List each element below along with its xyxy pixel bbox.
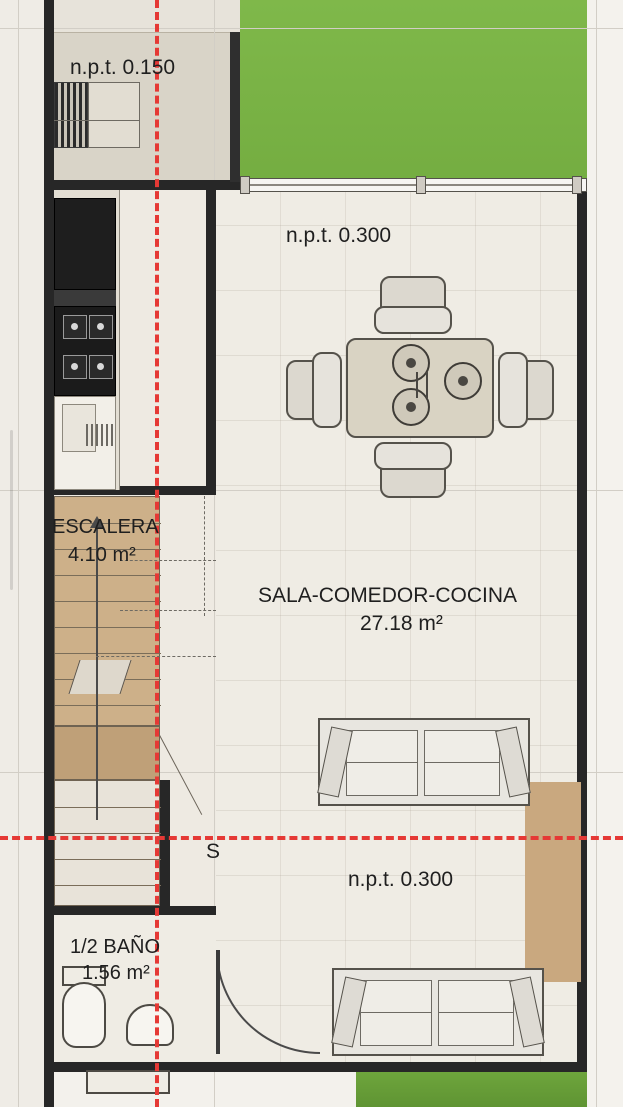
guide-line-h [0,28,623,29]
area-rug [525,782,581,982]
guide-line-v [596,0,597,1107]
dining-plate [444,362,482,400]
level-label-main-lower: n.p.t. 0.300 [348,868,454,891]
sheet-left-margin [0,0,45,1107]
stair-landing [54,726,160,780]
entry-closet [54,82,88,148]
sheet-right-margin [587,0,623,1107]
wall-stair-side [160,780,170,910]
wall-exterior-left [44,0,54,1107]
level-label-entry: n.p.t. 0.150 [70,56,176,79]
stair-dashed-line [120,610,216,611]
room-area-medio-bano: 1.56 m² [82,962,150,984]
stove-burner [63,355,87,379]
level-label-main-upper: n.p.t. 0.300 [286,224,392,247]
sliding-door-mullion [240,176,250,194]
stair-break-line [68,660,131,694]
washbasin [126,1004,174,1046]
dining-chair [374,442,452,470]
dining-chair [312,352,342,428]
sliding-door-track [246,184,581,186]
refrigerator [54,198,116,290]
wall-entry-partition [230,32,240,182]
stair-run-lower [54,780,160,906]
dish-rack [86,424,116,446]
stove-burner [89,315,113,339]
entry-counter-line [54,120,140,121]
guide-line-v [18,0,19,1107]
wall-kitchen-partition [206,190,216,490]
dining-chair [380,466,446,498]
room-label-escalera: ESCALERA [52,516,159,538]
stove-burner [89,355,113,379]
entry-counter [88,82,140,148]
scroll-indicator[interactable] [10,430,13,590]
room-label-sala-comedor-cocina: SALA-COMEDOR-COCINA [258,584,518,607]
wall-bathroom-top [54,906,216,915]
stove-burner [63,315,87,339]
dining-chair [380,276,446,310]
room-label-medio-bano: 1/2 BAÑO [70,936,161,958]
dining-chair [374,306,452,334]
stair-dashed-line [204,496,205,616]
room-area-escalera: 4.10 m² [68,544,136,566]
toilet [62,982,106,1048]
sliding-door-mullion [416,176,426,194]
room-area-sala-comedor-cocina: 27.18 m² [360,612,443,635]
garden-area-rear [356,1072,587,1107]
stove [54,306,116,396]
section-marker-label: S [206,840,221,863]
dining-centerpiece [416,372,428,398]
sliding-door-mullion [572,176,582,194]
bathroom-door-leaf [216,950,220,1054]
dining-chair [498,352,528,428]
wall-front [44,180,240,190]
axis-line-horizontal [0,836,623,840]
dining-chair [524,360,554,420]
